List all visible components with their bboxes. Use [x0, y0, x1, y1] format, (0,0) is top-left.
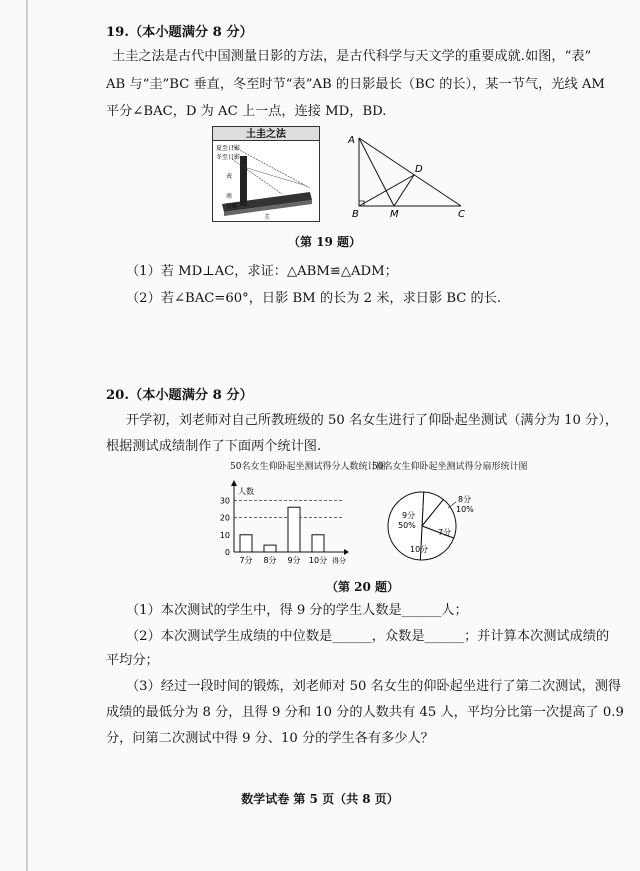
pie-chart-title: 50名女生仰卧起坐测试得分扇形统计图	[372, 462, 528, 472]
pie-chart	[380, 486, 480, 570]
q20-text-line2: 根据测试成绩制作了下面两个统计图.	[106, 439, 322, 454]
point-B-label: B	[352, 209, 359, 220]
slice-label-9: 9分	[402, 511, 416, 520]
point-M-label: M	[390, 209, 399, 220]
q20-part3-line1: （3）经过一段时间的锻炼，刘老师对 50 名女生的仰卧起坐进行了第二次测试，测得	[126, 679, 622, 694]
illus-label-south: 南	[226, 193, 233, 200]
q19-caption: （第 19 题）	[288, 235, 362, 249]
category-label: 8分	[263, 556, 277, 565]
slice-label-10: 10分	[410, 545, 429, 554]
bar-7分	[240, 535, 252, 552]
illus-label-gui: 圭	[264, 214, 271, 221]
slice-pct-9: 50%	[398, 521, 416, 530]
category-label: 9分	[287, 556, 301, 565]
q19-geometry-figure	[344, 130, 474, 220]
category-label: 10分	[308, 556, 328, 565]
tugui-illustration	[212, 126, 320, 222]
bar-9分	[288, 507, 300, 552]
illus-label-winter: 冬至日影	[216, 154, 241, 161]
q19-header: 19.（本小题满分 8 分）	[106, 25, 253, 40]
category-label: 7分	[239, 556, 253, 565]
y-axis-label: 人数	[238, 487, 254, 496]
y-tick-label: 10	[219, 530, 230, 540]
slice-label-8: 8分	[458, 495, 472, 504]
page-edge	[26, 0, 28, 871]
q19-part1: （1）若 MD⊥AC，求证：△ABM≌△ADM；	[126, 264, 398, 279]
q19-part2: （2）若∠BAC=60°，日影 BM 的长为 2 米，求日影 BC 的长.	[126, 291, 502, 306]
q20-part1: （1）本次测试的学生中，得 9 分的学生人数是______人；	[126, 603, 468, 618]
y-tick-label: 20	[219, 513, 230, 523]
q20-part3-line2: 成绩的最低分为 8 分，且得 9 分和 10 分的人数共有 45 人，平均分比第一次提高了 0.9	[106, 705, 624, 720]
q19-text-line1: 土圭之法是古代中国测量日影的方法，是古代科学与天文学的重要成就.如图，“表”	[112, 49, 592, 64]
q19-text-line3: 平分∠BAC，D 为 AC 上一点，连接 MD，BD.	[106, 104, 387, 119]
bar-10分	[312, 535, 324, 552]
x-axis-label: 得分	[332, 557, 346, 565]
page-footer: 数学试卷 第 5 页（共 8 页）	[241, 792, 399, 806]
bar-chart-title: 50名女生仰卧起坐测试得分人数统计图	[230, 462, 386, 472]
illus-label-shadow: 日影	[226, 203, 239, 210]
slice-pct-8: 10%	[456, 505, 474, 514]
q20-part2-line2: 平均分；	[106, 653, 159, 668]
illus-label-biao: 表	[226, 173, 233, 180]
q20-text-line1: 开学初，刘老师对自己所教班级的 50 名女生进行了仰卧起坐测试（满分为 10 分），	[126, 413, 619, 428]
point-C-label: C	[458, 209, 465, 220]
q20-header: 20.（本小题满分 8 分）	[106, 388, 253, 403]
q19-text-line2: AB 与“圭”BC 垂直，冬至时节“表”AB 的日影最长（BC 的长），某一节气，光线 AM	[106, 77, 605, 92]
q20-part2-line1: （2）本次测试学生成绩的中位数是______，众数是______；并计算本次测试成绩的	[126, 629, 610, 644]
y-tick-label: 0	[224, 548, 230, 557]
illus-label-summer: 夏至日影	[216, 145, 241, 152]
q20-part3-line3: 分，问第二次测试中得 9 分、10 分的学生各有多少人？	[106, 731, 434, 746]
q20-caption: （第 20 题）	[326, 580, 400, 594]
y-tick-label: 30	[219, 496, 230, 506]
point-D-label: D	[415, 164, 423, 175]
point-A-label: A	[348, 135, 355, 146]
slice-label-7: 7分	[438, 528, 452, 537]
bar-8分	[264, 545, 276, 552]
illus-title: 土圭之法	[246, 129, 286, 140]
bar-chart	[214, 478, 354, 570]
